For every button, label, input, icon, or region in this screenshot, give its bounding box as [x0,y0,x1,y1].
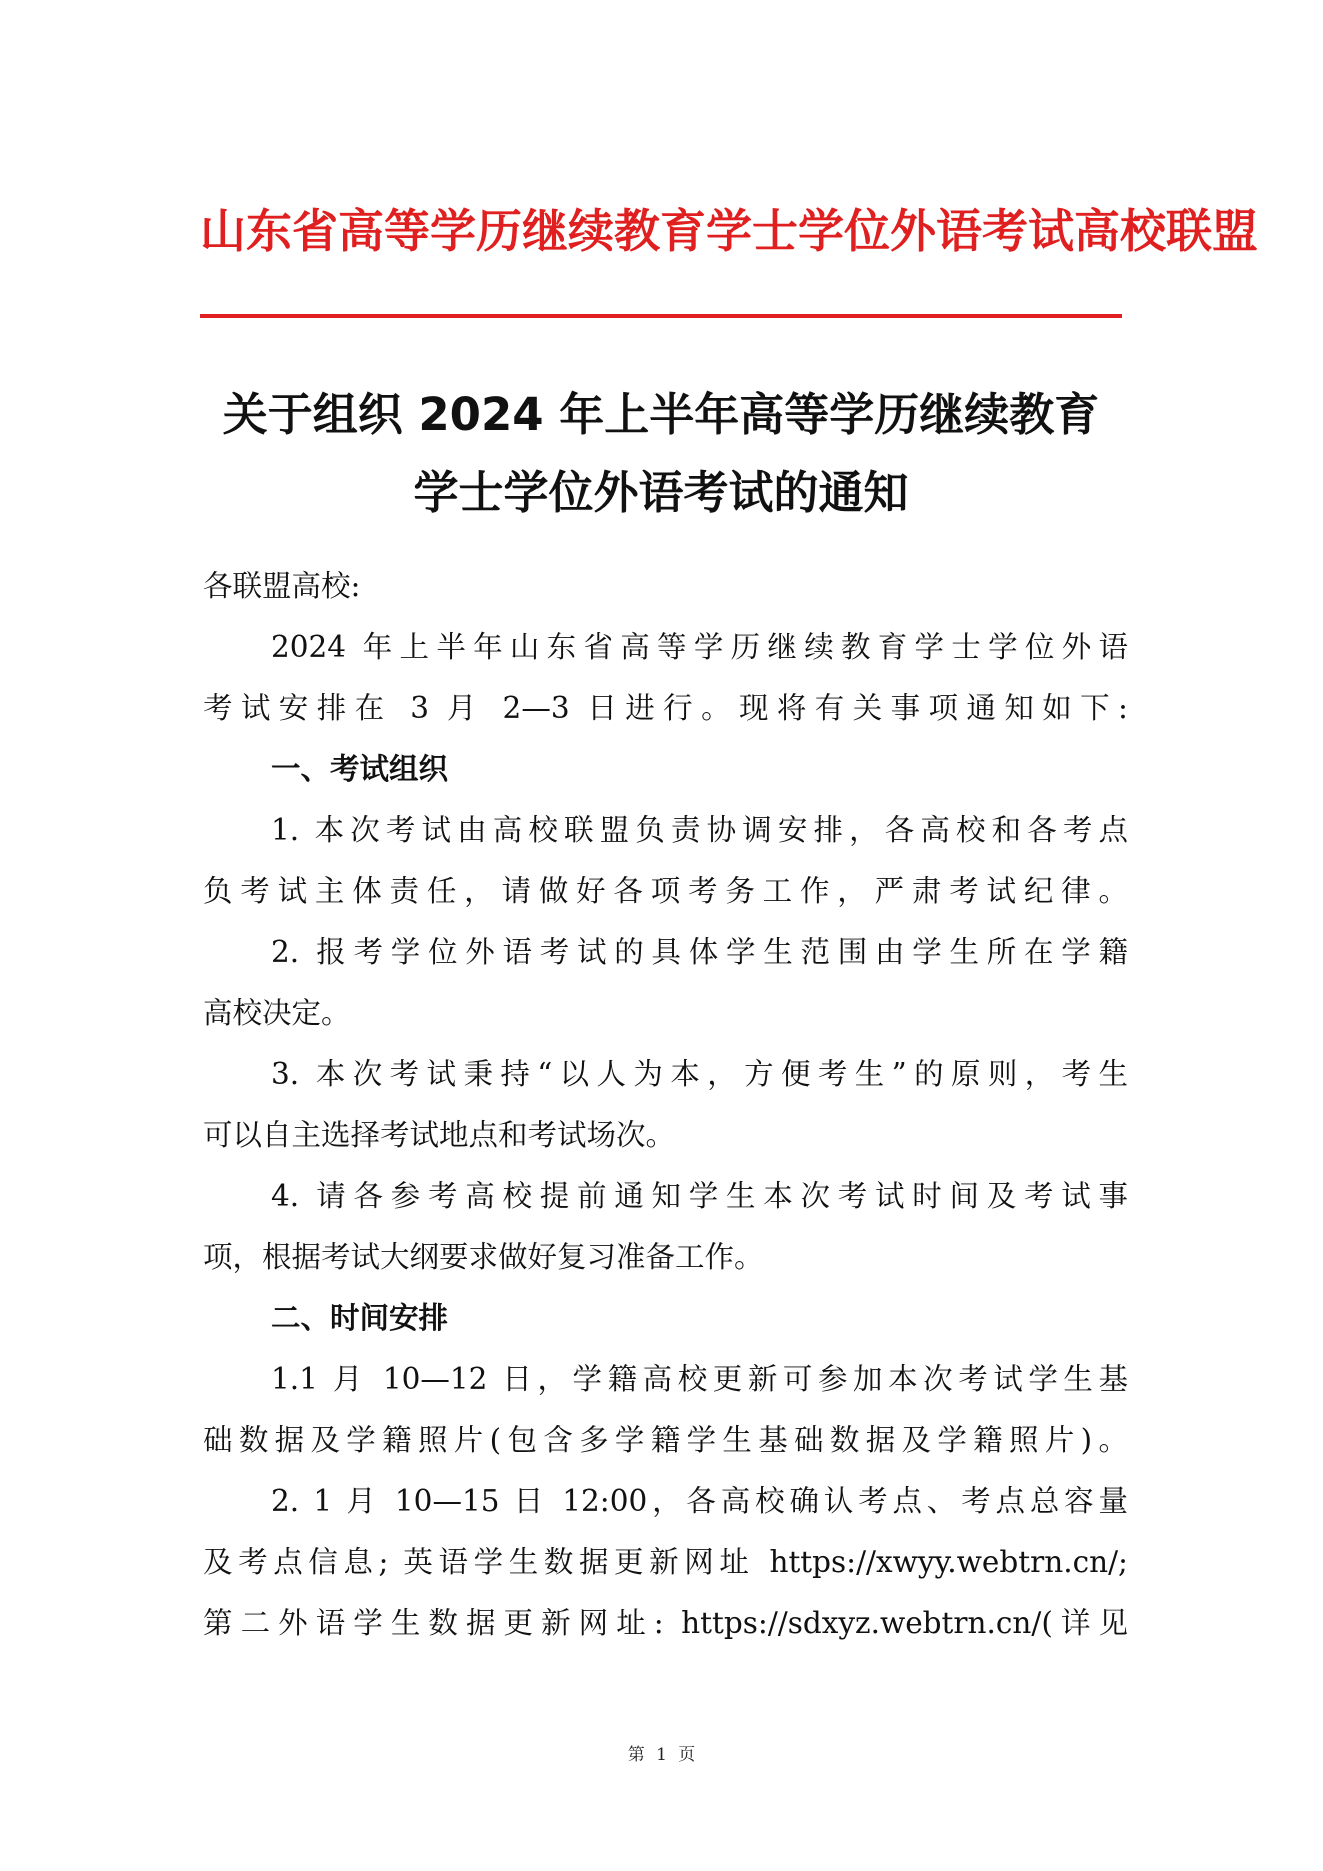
salutation: 各联盟高校: [203,569,361,603]
schedule-1-line-2: 础数据及学籍照片(包含多学籍学生基础数据及学籍照片)。 [203,1423,1128,1457]
item-1-line-2: 负考试主体责任，请做好各项考务工作，严肃考试纪律。 [203,874,1128,908]
notice-title-line-2: 学士学位外语考试的通知 [413,466,909,519]
page-number: 第 1 页 [627,1745,696,1765]
red-divider-rule [200,314,1122,318]
item-4-line-2: 项，根据考试大纲要求做好复习准备工作。 [203,1240,764,1274]
notice-title-line-1: 关于组织 2024 年上半年高等学历继续教育 [222,388,1100,441]
item-3-line-1: 3. 本次考试秉持“以人为本，方便考生”的原则，考生 [271,1057,1128,1091]
schedule-2-line-3: 第二外语学生数据更新网址: https://sdxyz.webtrn.cn/(详见 [203,1606,1128,1640]
schedule-1-line-1: 1.1 月 10—12 日，学籍高校更新可参加本次考试学生基 [271,1362,1128,1396]
item-2-line-1: 2. 报考学位外语考试的具体学生范围由学生所在学籍 [271,935,1128,969]
section-heading-schedule: 二、时间安排 [271,1301,449,1335]
intro-line-1: 2024 年上半年山东省高等学历继续教育学士学位外语 [271,630,1128,664]
schedule-2-line-1: 2. 1 月 10—15 日 12:00，各高校确认考点、考点总容量 [271,1484,1128,1518]
notice-title [200,376,1122,532]
intro-line-2: 考试安排在 3 月 2—3 日进行。现将有关事项通知如下: [203,691,1128,725]
item-3-line-2: 可以自主选择考试地点和考试场次。 [203,1118,676,1152]
item-4-line-1: 4. 请各参考高校提前通知学生本次考试时间及考试事 [271,1179,1128,1213]
notice-body [203,556,1128,1654]
schedule-2-line-2: 及考点信息; 英语学生数据更新网址 https://xwyy.webtrn.cn/; [203,1545,1128,1579]
masthead-title: 山东省高等学历继续教育学士学位外语考试高校联盟 [200,204,1258,258]
section-heading-exam-organization: 一、考试组织 [271,752,449,786]
item-1-line-1: 1. 本次考试由高校联盟负责协调安排，各高校和各考点 [271,813,1128,847]
item-2-line-2: 高校决定。 [203,996,351,1030]
